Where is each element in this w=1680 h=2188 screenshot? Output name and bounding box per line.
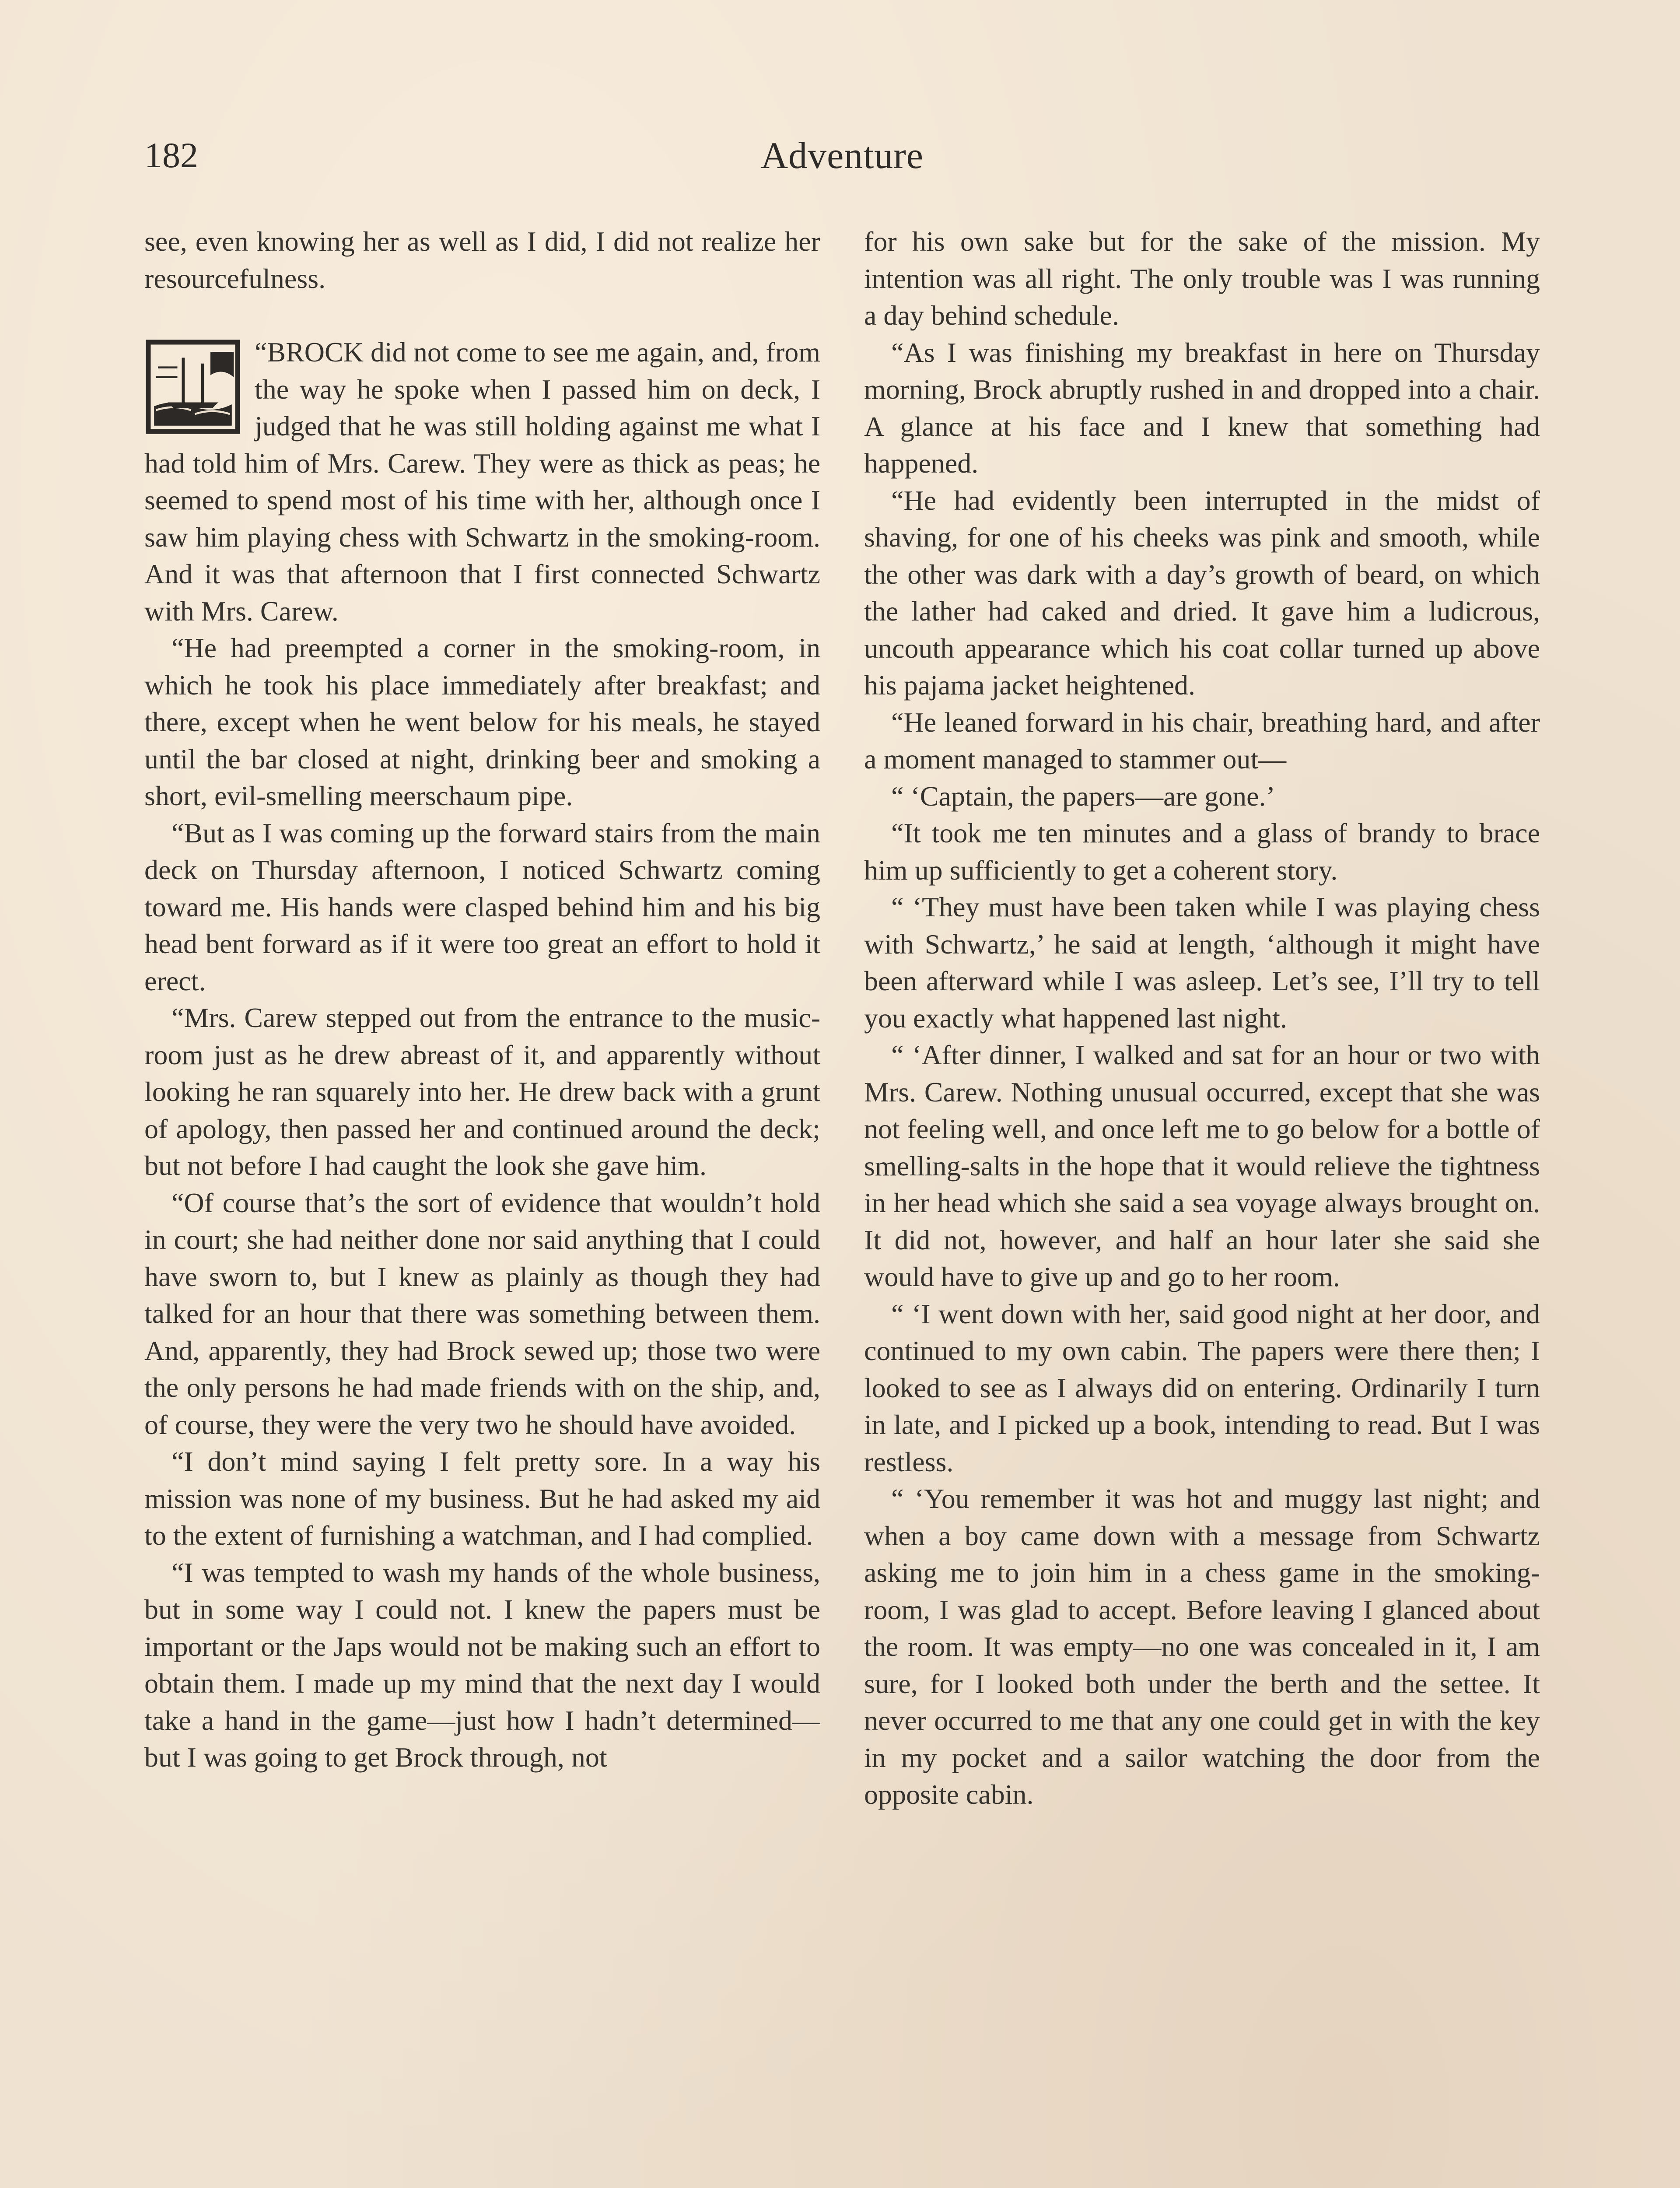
paragraph: “He had preempted a corner in the smoking-room, in which he took his place immediately after breakfast; and there, except when he went below for his meals, he stayed until the bar closed at night, drinking beer and smoking a short, evil-smelling meerschaum pipe. xyxy=(144,632,820,811)
paragraph: “I don’t mind saying I felt pretty sore. In a way his mission was none of my business. But he had asked my aid to the extent of furnishing a watchman, and I had complied. xyxy=(144,1446,820,1551)
paragraph: for his own sake but for the sake of the mission. My intention was all right. The only trouble was I was running a day behind schedule. xyxy=(864,226,1540,331)
page-header xyxy=(144,131,1540,193)
ship-vignette-icon xyxy=(144,338,242,435)
paragraph: “Mrs. Carew stepped out from the entrance to the music-room just as he drew abreast of it, and apparently without looking he ran squarely into her. He drew back with a grunt of apology, then passed her and continued around the deck; but not before I had caught the look she gave him. xyxy=(144,1002,820,1181)
paragraph: “ ‘They must have been taken while I was playing chess with Schwartz,’ he said at length, ‘although it might have been afterward while I was asleep. Let’s see, I’ll try to tell you exactly what happened last night. xyxy=(864,891,1540,1034)
paragraph: “He leaned forward in his chair, breathing hard, and after a moment managed to stammer out— xyxy=(864,706,1540,775)
paragraph: “ ‘Captain, the papers—are gone.’ xyxy=(891,780,1275,812)
paragraph: “It took me ten minutes and a glass of brandy to brace him up sufficiently to get a coherent story. xyxy=(864,817,1540,886)
paragraph: “Of course that’s the sort of evidence that wouldn’t hold in court; she had neither done nor said anything that I could have sworn to, but I knew as plainly as though they had talked for an hour that there was something between them. And, apparently, they had Brock sewed up; those two were the only persons he had made friends with on the ship, and, of course, they were the very two he should have avoided. xyxy=(144,1187,820,1440)
paragraph: “ ‘You remember it was hot and muggy last night; and when a boy came down with a message from Schwartz asking me to join him in a chess game in the smoking-room, I was glad to accept. Before leaving I glanced about the room. It was empty—no one was concealed in it, I am sure, for I looked both under the berth and the settee. It never occurred to me that any one could get in with the key in my pocket and a sailor watching the door from the opposite cabin. xyxy=(864,1483,1540,1810)
paragraph: “He had evidently been interrupted in the midst of shaving, for one of his cheeks was pink and smooth, while the other was dark with a day’s growth of beard, on which the lather had caked and dried. It gave him a ludicrous, uncouth appearance which his coat collar turned up above his pajama jacket heightened. xyxy=(864,484,1540,701)
paragraph: “I was tempted to wash my hands of the whole business, but in some way I could not. I knew the papers must be important or the Japs would not be making such an effort to obtain them. I made up my mind that the next day I would take a hand in the game—just how I hadn’t determined—but I was going to get Brock through, not xyxy=(144,1557,820,1773)
paragraph: see, even knowing her as well as I did, I did not realize her resourcefulness. xyxy=(144,226,820,294)
section-break xyxy=(144,297,820,334)
running-head-title: Adventure xyxy=(761,134,924,176)
paragraph: “As I was finishing my breakfast in here on Thursday morning, Brock abruptly rushed in and dropped into a chair. A glance at his face and I knew that something had happened. xyxy=(864,337,1540,479)
paragraph: “ ‘After dinner, I walked and sat for an hour or two with Mrs. Carew. Nothing unusual occurred, except that she was not feeling well, and once left me to go below for a bottle of smelling-salts in the hope that it would relieve the tightness in her head which she said a sea voyage always brought on. It did not, however, and half an hour later she said she would have to give up and go to her room. xyxy=(864,1039,1540,1292)
paragraph: “But as I was coming up the forward stairs from the main deck on Thursday afternoon, I noticed Schwartz coming toward me. His hands were clasped behind him and his big head bent forward as if it were too great an effort to hold it erect. xyxy=(144,817,820,996)
paragraph: “BROCK did not come to see me again, and, from the way he spoke when I passed him on deck, I judged that he was still holding against me what I had told him of Mrs. Carew. They were as thick as peas; he seemed to spend most of his time with her, although once I saw him playing chess with Schwartz in the smoking-room. And it was that afternoon that I first connected Schwartz with Mrs. Carew. xyxy=(144,337,820,627)
page-number: 182 xyxy=(144,135,198,175)
paragraph: “ ‘I went down with her, said good night at her door, and continued to my own cabin. The papers were there then; I looked to see as I always did on entering. Ordinarily I turn in late, and I picked up a book, intending to read. But I was restless. xyxy=(864,1298,1540,1477)
right-column xyxy=(864,223,1540,2188)
left-column xyxy=(144,223,820,2188)
